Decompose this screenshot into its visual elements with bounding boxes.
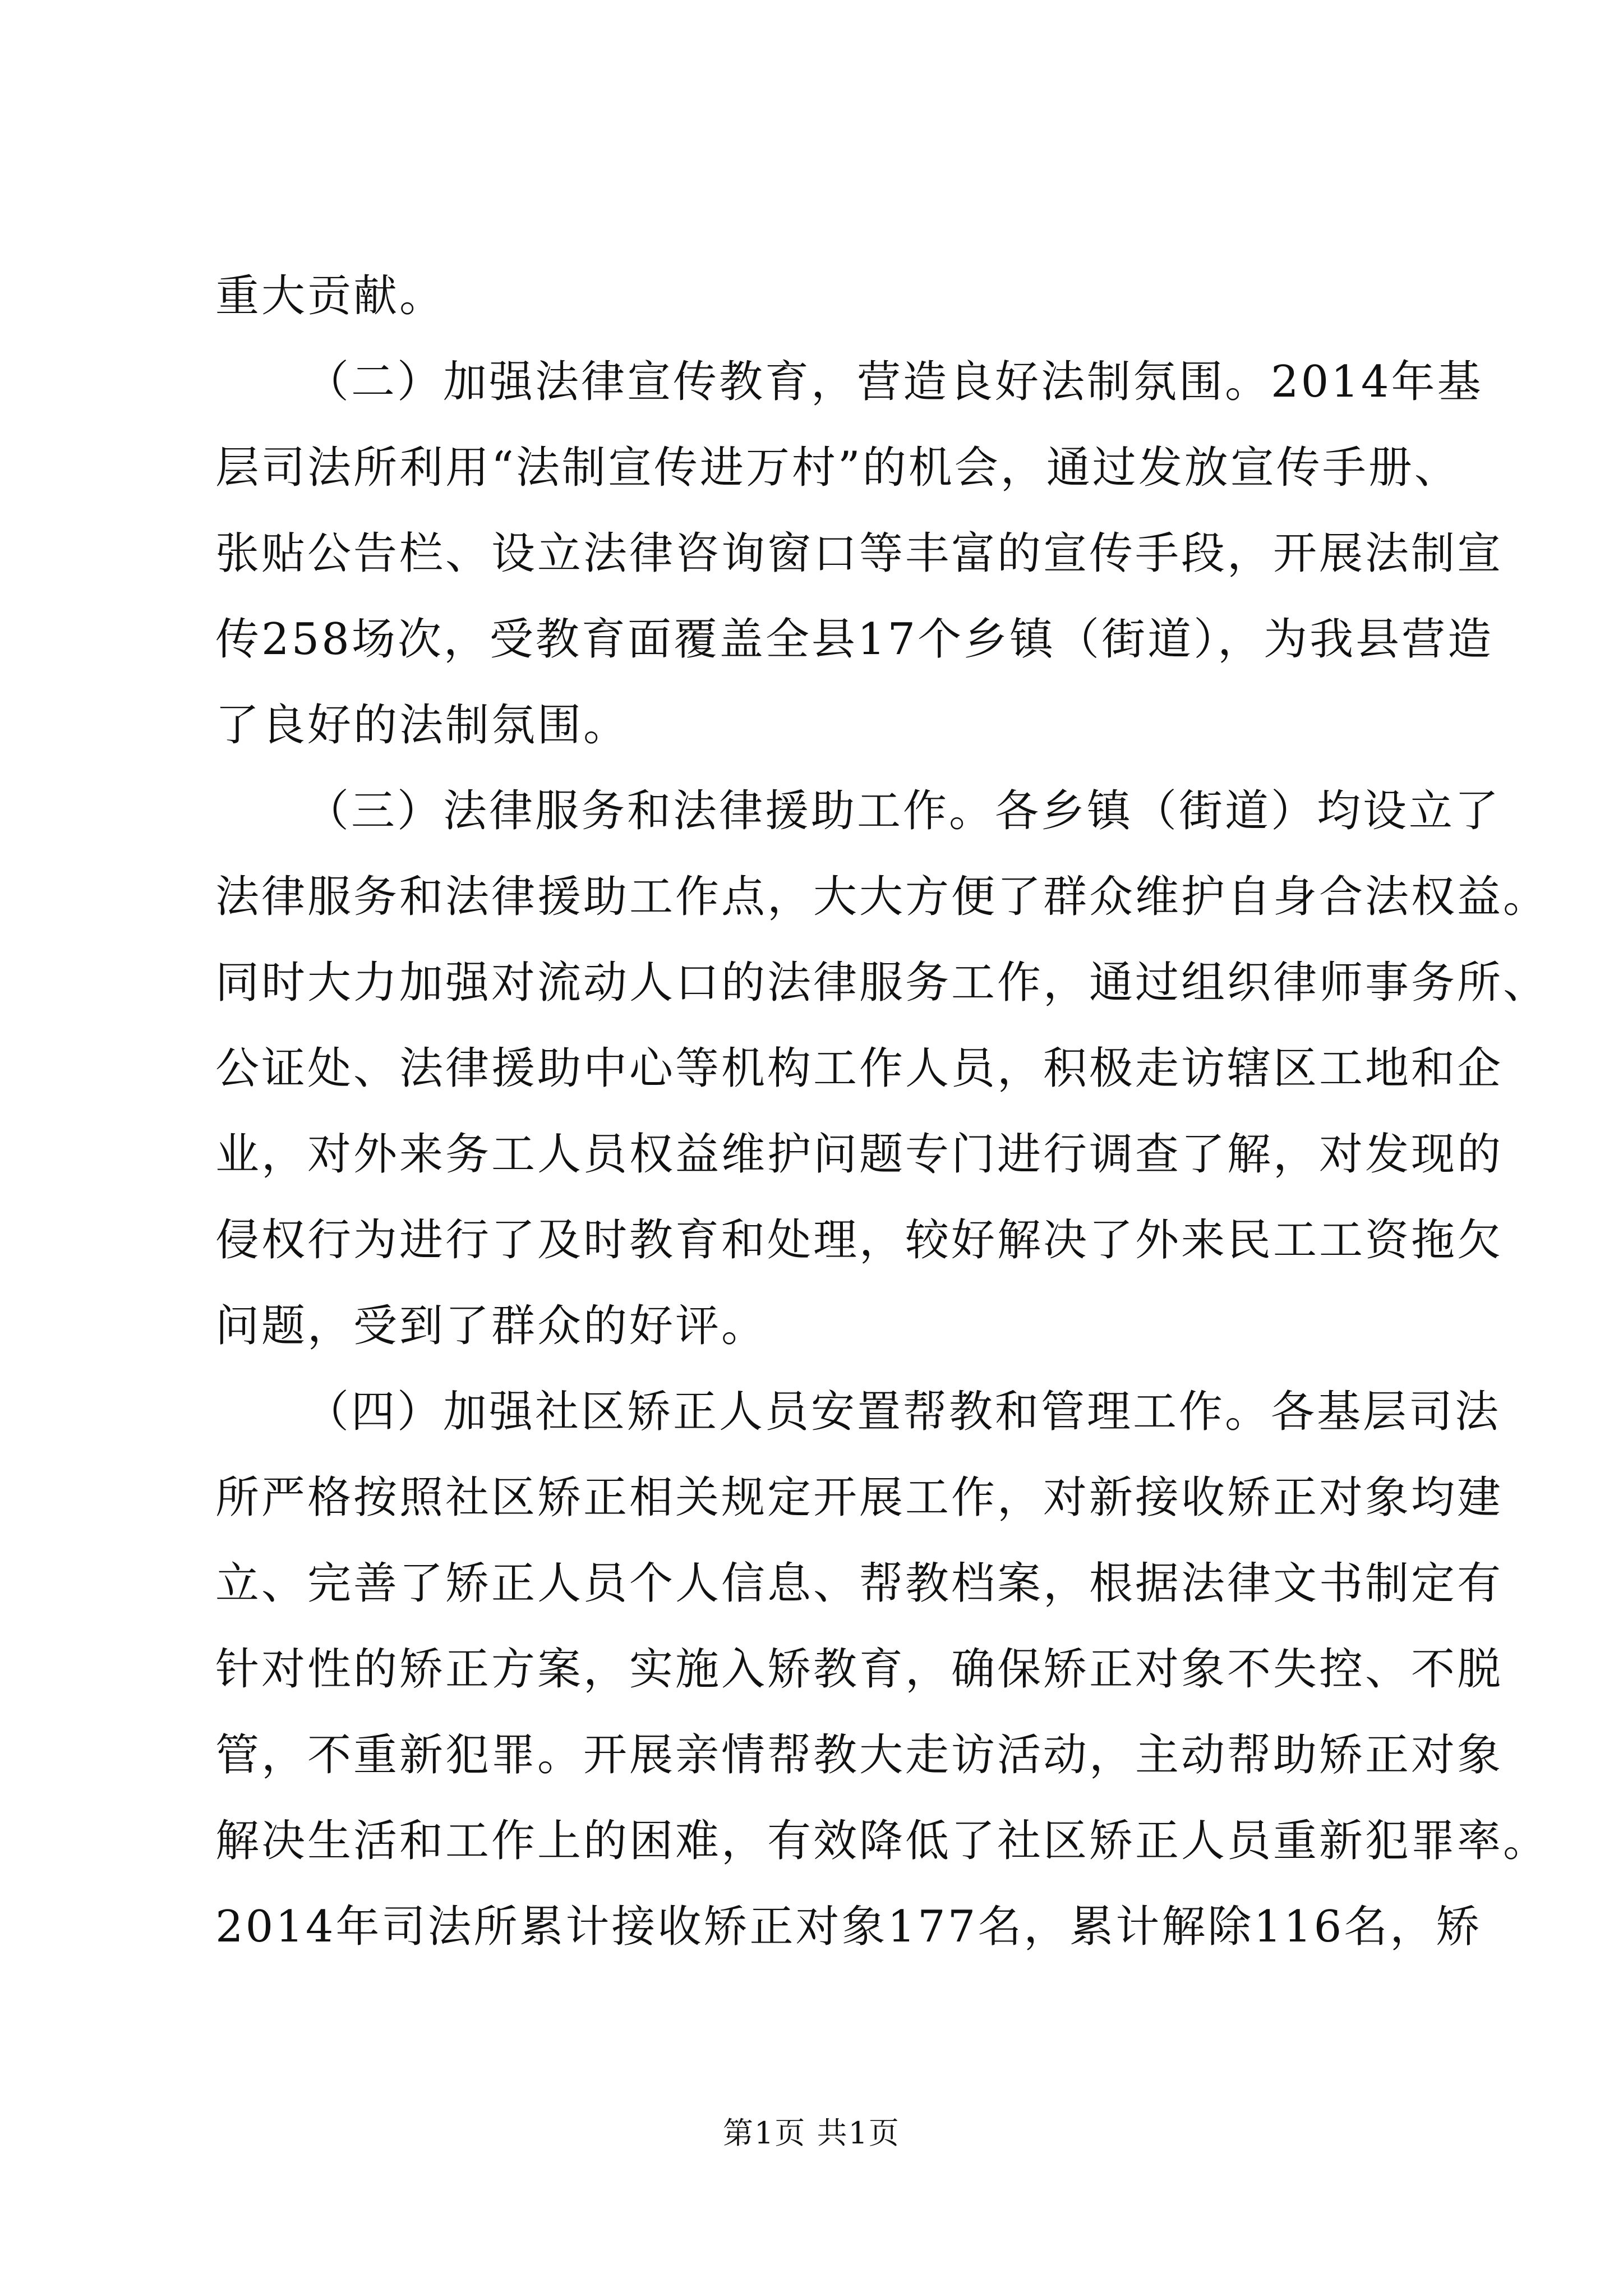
text-line: 针对性的矫正方案，实施入矫教育，确保矫正对象不失控、不脱	[215, 1644, 1504, 1695]
text-line: 业，对外来务工人员权益维护问题专门进行调查了解，对发现的	[215, 1129, 1504, 1180]
text-line: 法律服务和法律援助工作点，大大方便了群众维护自身合法权益。	[215, 872, 1550, 922]
text-line: （三）法律服务和法律援助工作。各乡镇（街道）均设立了	[305, 786, 1501, 836]
text-line: 张贴公告栏、设立法律咨询窗口等丰富的宣传手段，开展法制宣	[215, 528, 1504, 579]
text-line: 管，不重新犯罪。开展亲情帮教大走访活动，主动帮助矫正对象	[215, 1730, 1504, 1780]
page-number: 第1页 共1页	[723, 2115, 900, 2151]
text-line: 传258场次，受教育面覆盖全县17个乡镇（街道），为我县营造	[215, 614, 1494, 665]
text-line: 2014年司法所累计接收矫正对象177名，累计解除116名，矫	[215, 1902, 1482, 1952]
text-line: 公证处、法律援助中心等机构工作人员，积极走访辖区工地和企	[215, 1043, 1504, 1094]
text-line: （二）加强法律宣传教育，营造良好法制氛围。2014年基	[305, 357, 1483, 407]
text-line: 侵权行为进行了及时教育和处理，较好解决了外来民工工资拖欠	[215, 1215, 1504, 1266]
text-line: 问题，受到了群众的好评。	[215, 1301, 768, 1351]
text-line: 立、完善了矫正人员个人信息、帮教档案，根据法律文书制定有	[215, 1558, 1504, 1609]
text-line: 所严格按照社区矫正相关规定开展工作，对新接收矫正对象均建	[215, 1473, 1504, 1523]
text-line: 了良好的法制氛围。	[215, 700, 630, 751]
text-line: 重大贡献。	[215, 271, 446, 321]
body-text	[215, 254, 1550, 1970]
text-line: 同时大力加强对流动人口的法律服务工作，通过组织律师事务所、	[215, 958, 1550, 1008]
text-line: 层司法所利用“法制宣传进万村”的机会，通过发放宣传手册、	[215, 443, 1460, 493]
text-line: （四）加强社区矫正人员安置帮教和管理工作。各基层司法	[305, 1387, 1501, 1437]
text-line: 解决生活和工作上的困难，有效降低了社区矫正人员重新犯罪率。	[215, 1816, 1550, 1866]
